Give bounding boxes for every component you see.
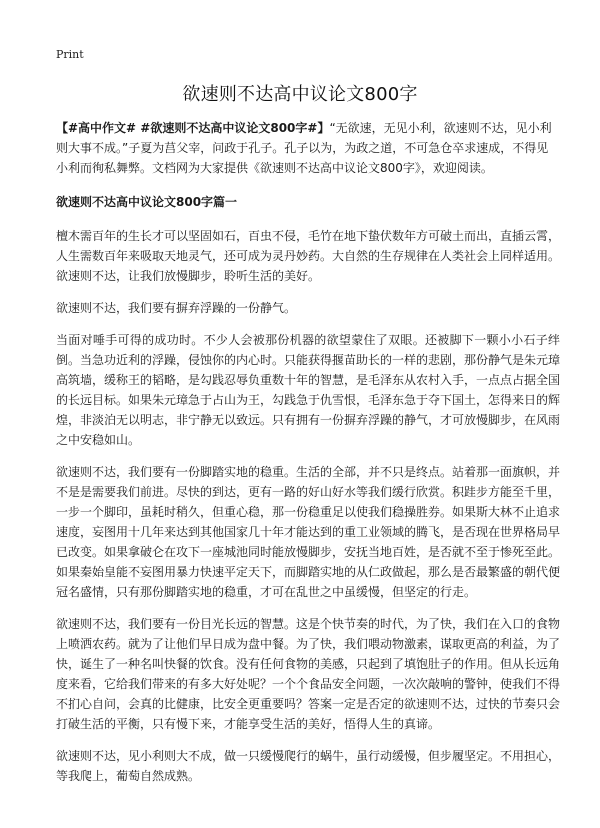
intro-tags: 【#高中作文# #欲速则不达高中议论文800字#】	[56, 121, 330, 135]
paragraph: 檀木需百年的生长才可以坚固如石，百虫不侵，毛竹在地下蛰伏数年方可破土而出，直插云霄，人生需数百年来吸取天地灵气，还可成为灵丹妙药。大自然的生存规律在人类社会上同样适用。欲速则不达，让我们放慢脚步，聆听生活的美好。	[56, 229, 561, 283]
paragraph: 欲速则不达，我们要有一份脚踏实地的稳重。生活的全部，并不只是终点。站着那一面旗帜，并不是是需要我们前进。尽快的到达，更有一路的好山好水等我们缓行欣赏。积跬步方能至千里，一步一个脚印，虽耗时稍久，但重心稳，那一份稳重足以使我们稳操胜券。如果斯大林不止追求速度，妄图用十几年来达到其他国家几十年才能达到的重工业领域的腾飞，是否现在世界格局早已改变。如果拿破仑在攻下一座城池同时能放慢脚步，安抚当地百姓，是否就不至于惨死至此。如果秦始皇能不妄图用暴力快速平定天下，而脚踏实地的从仁政做起，那么是否最繁盛的朝代便冠名盛情，只有那份脚踏实地的稳重，才可在乱世之中虽缓慢，但坚定的行走。	[56, 465, 561, 599]
paragraph: 欲速则不达，我们要有摒弃浮躁的一份静气。	[56, 301, 297, 315]
intro-text: “无欲速，无见小利，欲速则不达，见小利则大事不成。”子夏为莒父宰，问政于孔子。孔子以为，为政之道，不可急仓卒求速成，不得见小利而徇私舞弊。文档网为大家提供《欲速则不达高中议论文800字》，欢迎阅读。	[56, 121, 552, 175]
article-title: 欲速则不达高中议论文800字	[182, 84, 418, 105]
intro-paragraph	[56, 118, 560, 178]
section-heading: 欲速则不达高中议论文800字篇一	[56, 195, 238, 209]
print-link[interactable]: Print	[56, 48, 84, 61]
article-body	[56, 118, 560, 798]
paragraph: 欲速则不达，见小利则大不成，做一只缓慢爬行的蜗牛，虽行动缓慢，但步履坚定。不用担心，等我爬上，葡萄自然成熟。	[56, 749, 561, 783]
paragraph: 当面对唾手可得的成功时。不少人会被那份机器的欲望蒙住了双眼。还被脚下一颗小小石子绊倒。当急功近利的浮躁，侵蚀你的内心时。只能获得揠苗助长的一样的悲剧，那份静气是朱元璋高筑墙，缓称王的韬略，是勾践忍辱负重数十年的智慧，是毛泽东从农村入手，一点点占据全国的长远目标。如果朱元璋急于占山为王，勾践急于仇雪恨，毛泽东急于夺下国土，怎得来日的辉煌，非淡泊无以明志，非宁静无以致远。只有拥有一份摒弃浮躁的静气，才可放慢脚步，在风雨之中安稳如山。	[56, 333, 561, 447]
paragraph: 欲速则不达，我们要有一份目光长远的智慧。这是个快节奏的时代，为了快，我们在入口的食物上喷洒农药。就为了让他们早日成为盘中餐。为了快，我们喂动物激素，谋取更高的利益，为了快，诞生了一种名叫快餐的饮食。没有任何食物的美感，只起到了填饱肚子的作用。但从长远角度来看，它给我们带来的有多大好处呢？一个个食品安全问题，一次次敲响的警钟，使我们不得不扪心自问，会真的比健康，比安全更重要吗？答案一定是否定的欲速则不达，过快的节奏只会打破生活的平衡，只有慢下来，才能享受生活的美好，悟得人生的真谛。	[56, 617, 561, 731]
